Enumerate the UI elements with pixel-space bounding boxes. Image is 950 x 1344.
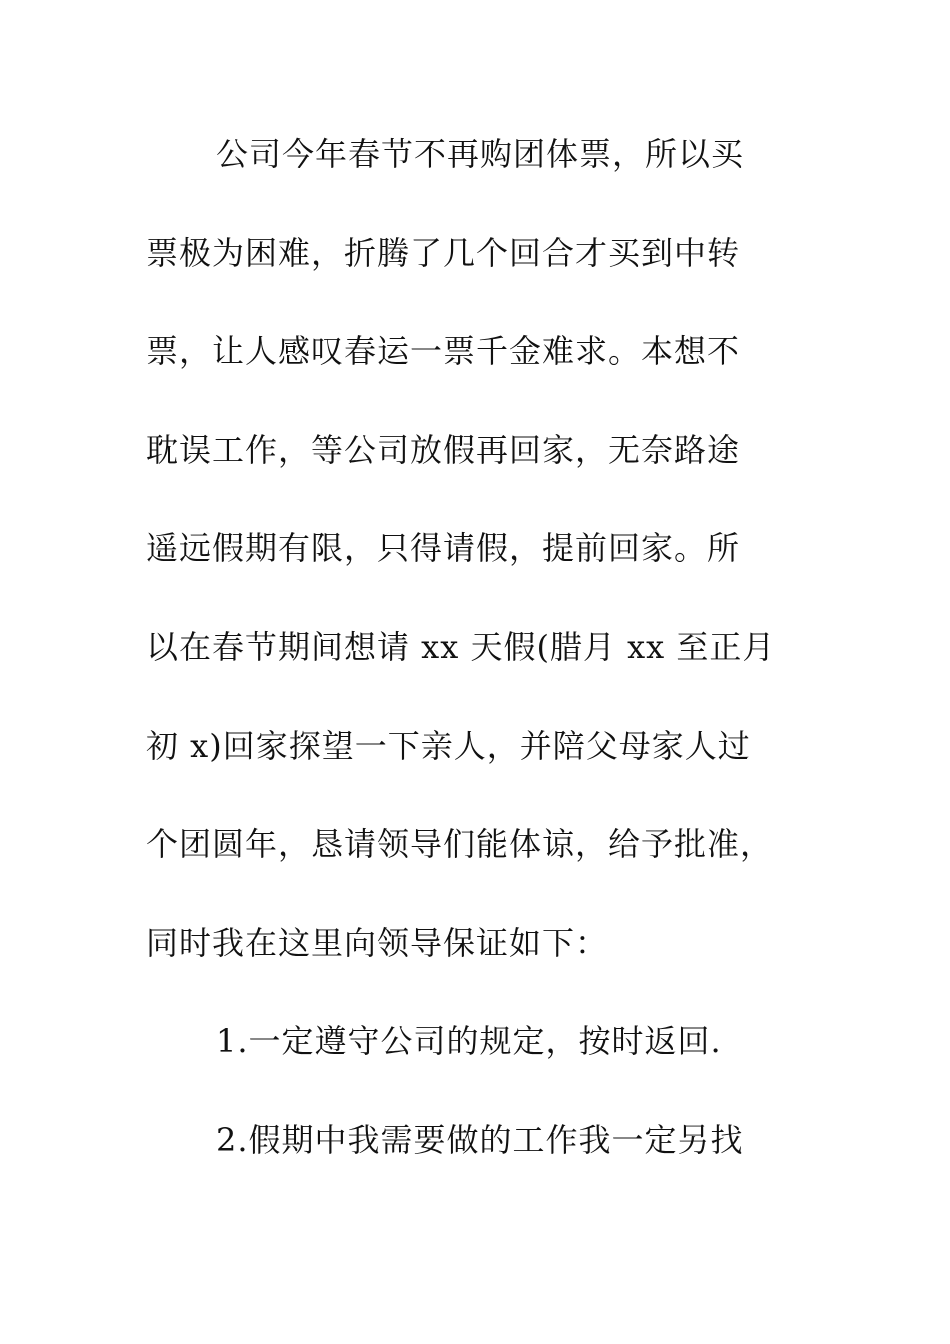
paragraph-line-3: 票，让人感叹春运一票千金难求。本想不 bbox=[146, 332, 741, 371]
paragraph-line-2: 票极为困难，折腾了几个回合才买到中转 bbox=[146, 233, 741, 272]
paragraph-line-1: 公司今年春节不再购团体票，所以买 bbox=[216, 135, 745, 173]
list-item-2: 2.假期中我需要做的工作我一定另找 bbox=[216, 1120, 744, 1159]
paragraph-line-9: 同时我在这里向领导保证如下： bbox=[146, 923, 609, 962]
document-body bbox=[146, 128, 806, 1213]
paragraph-line-7: 初 x)回家探望一下亲人，并陪父母家人过 bbox=[146, 726, 751, 765]
paragraph-line-6: 以在春节期间想请 xx 天假(腊月 xx 至正月 bbox=[146, 627, 776, 666]
paragraph-line-8: 个团圆年，恳请领导们能体谅，给予批准， bbox=[146, 825, 774, 864]
paragraph-line-5: 遥远假期有限，只得请假，提前回家。所 bbox=[146, 529, 741, 568]
paragraph-line-4: 耽误工作，等公司放假再回家，无奈路途 bbox=[146, 430, 741, 469]
list-item-1: 1.一定遵守公司的规定，按时返回. bbox=[216, 1022, 722, 1061]
